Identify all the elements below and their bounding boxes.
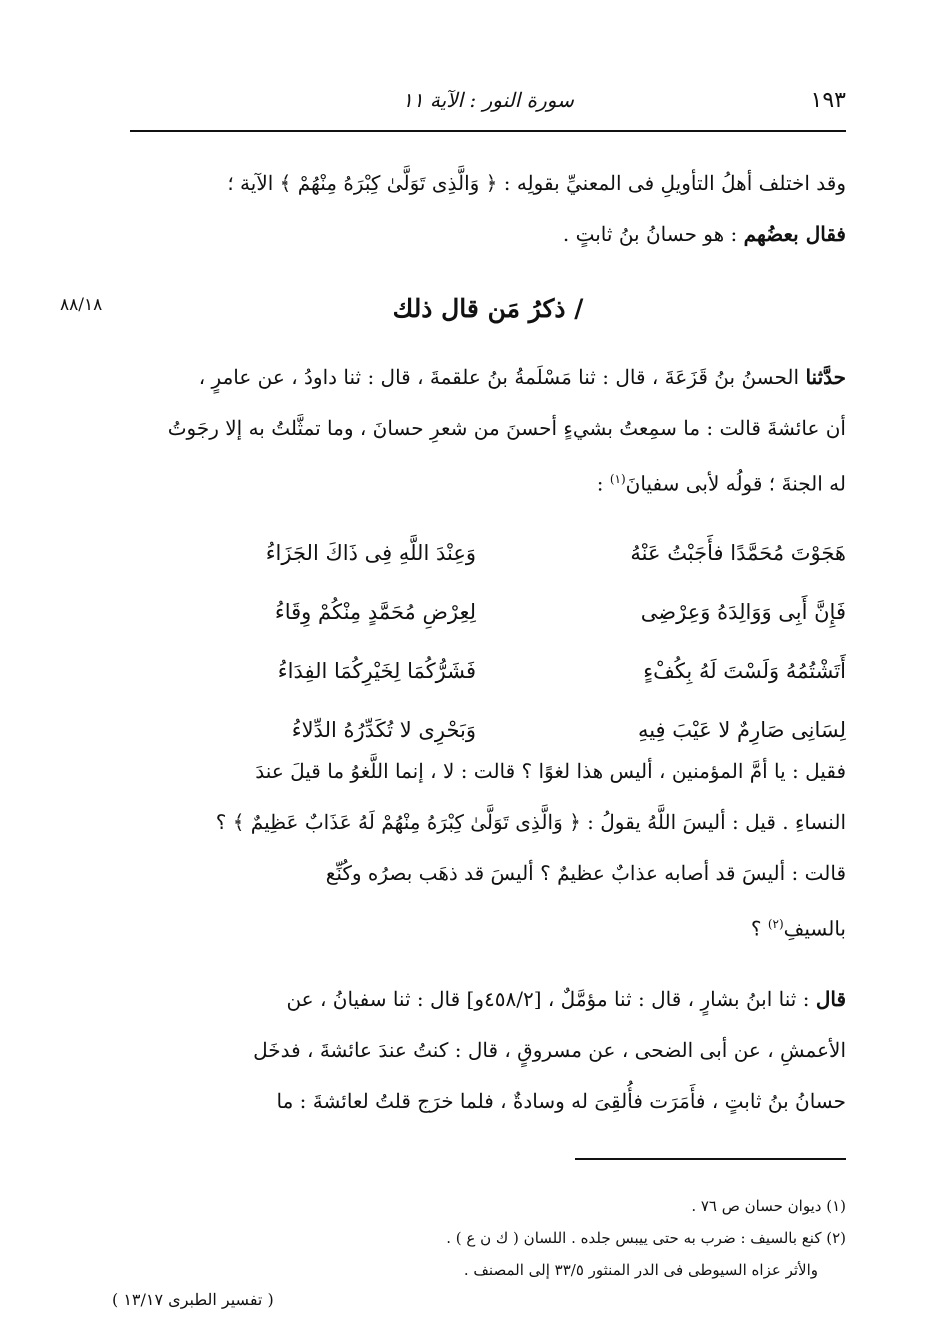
para2-line-4-text: بالسيفِ	[783, 916, 846, 941]
para1-line-1	[130, 352, 846, 403]
verse-second-hemistich: فَشَرُّكُمَا لِخَيْرِكُمَا الفِدَاءُ	[277, 659, 476, 683]
para3-line-1	[130, 974, 846, 1025]
footnote-marker-1: (١)	[609, 472, 626, 486]
page-number: ١٩٣	[810, 88, 846, 113]
footnote-1: (١) ديوان حسان ص ٧٦ .	[691, 1197, 846, 1215]
intro-paragraph	[130, 158, 846, 260]
intro-line-2-text: : هو حسانُ بنُ ثابتٍ .	[562, 222, 744, 246]
footnote-2: (٢) كنع بالسيف : ضرب به حتى ييبس جلده . اللسان ( ك ن ع ) .	[446, 1229, 846, 1247]
para2-line-1: فقيل : يا أمَّ المؤمنين ، أليس هذا لغوًا ؟ قالت : لا ، إنما اللَّغوُ ما قيلَ عندَ	[255, 759, 846, 783]
para1-line-3-end: :	[596, 471, 610, 496]
verse	[130, 524, 846, 583]
edition-reference: ( تفسير الطبرى ١٣/١٧ )	[112, 1290, 274, 1309]
verse-first-hemistich: فَإِنَّ أَبِى وَوَالِدَهُ وَعِرْضِى	[640, 600, 846, 624]
footnote-2-continuation: والأثر عزاه السيوطى فى الدر المنثور ٣٣/٥ إلى المصنف .	[463, 1261, 818, 1279]
footnotes	[130, 1190, 846, 1286]
verse-second-hemistich: لِعِرْضِ مُحَمَّدٍ مِنْكُمْ وِقَاءُ	[274, 600, 476, 624]
paragraph-3	[130, 974, 846, 1127]
section-title: / ذكرُ مَن قال ذلك	[392, 294, 584, 323]
intro-speaker: فقال بعضُهم	[743, 222, 846, 246]
para2-line-3: قالت : أليسَ قد أصابه عذابٌ عظيمٌ ؟ أليسَ قد ذهَب بصرُه وكُنِّع	[325, 861, 846, 885]
para1-line-3-text: له الجنةَ ؛ قولُه لأبى سفيانَ	[625, 471, 846, 496]
paragraph-2	[130, 746, 846, 950]
intro-line-1: وقد اختلف أهلُ التأويلِ فى المعنيِّ بقولِه : ﴿ وَالَّذِى تَوَلَّىٰ كِبْرَهُ مِنْهُمْ ﴾ الآية ؛	[227, 171, 846, 195]
verse-second-hemistich: وَبَحْرِى لا تُكَدِّرُهُ الدِّلاءُ	[291, 718, 476, 742]
page-header	[130, 88, 846, 120]
para2-line-4-end: ؟	[750, 916, 768, 941]
verse-first-hemistich: هَجَوْتَ مُحَمَّدًا فأَجَبْتُ عَنْهُ	[630, 541, 846, 565]
verse	[130, 642, 846, 701]
para1-isnad-start: حدَّثنا	[805, 365, 846, 389]
para3-line-3: حسانُ بنُ ثابتٍ ، فأَمَرَت فأُلقِىَ له وسادةٌ ، فلما خرَج قلتُ لعائشةَ : ما	[276, 1089, 846, 1113]
margin-reference: ٨٨/١٨	[60, 295, 103, 315]
running-title: سورة النور : الآية ١١	[402, 88, 574, 112]
verse-second-hemistich: وَعِنْدَ اللَّهِ فِى ذَاكَ الجَزَاءُ	[265, 541, 476, 565]
para1-line-3	[130, 454, 846, 505]
footnote-marker-2: (٢)	[767, 917, 784, 931]
para1-line-2: أن عائشةَ قالت : ما سمِعتُ بشيءٍ أحسنَ من شعرِ حسانَ ، وما تمثَّلتُ به إلا رجَوتُ	[167, 416, 846, 440]
poem	[130, 524, 846, 760]
para2-line-2: النساءِ . قيل : أليسَ اللَّهُ يقولُ : ﴿ وَالَّذِى تَوَلَّىٰ كِبْرَهُ مِنْهُمْ لَهُ عَذَابٌ عَظِيمٌ ﴾ ؟	[215, 810, 846, 834]
intro-line-2	[130, 209, 846, 260]
para2-line-4	[130, 899, 846, 950]
para3-speaker: قال	[815, 987, 846, 1011]
header-rule	[130, 130, 846, 132]
verse-first-hemistich: أَتَشْتُمُهُ وَلَسْتَ لَهُ بِكُفْءٍ	[643, 659, 846, 683]
verse	[130, 583, 846, 642]
verse-first-hemistich: لِسَانِى صَارِمٌ لا عَيْبَ فِيهِ	[637, 718, 846, 742]
para3-line-2: الأعمشِ ، عن أبى الضحى ، عن مسروقٍ ، قال : كنتُ عندَ عائشةَ ، فدخَل	[253, 1038, 846, 1062]
paragraph-1	[130, 352, 846, 505]
para1-line-1-text: الحسنُ بنُ قَزَعَةَ ، قال : ثنا مَسْلَمةُ بنُ علقمةَ ، قال : ثنا داودُ ، عن عامرٍ ،	[198, 365, 806, 389]
footnote-rule	[575, 1158, 846, 1160]
para3-line-1-text: : ثنا ابنُ بشارٍ ، قال : ثنا مؤمَّلٌ ، [٤٥٨/٢و] قال : ثنا سفيانُ ، عن	[286, 987, 816, 1011]
